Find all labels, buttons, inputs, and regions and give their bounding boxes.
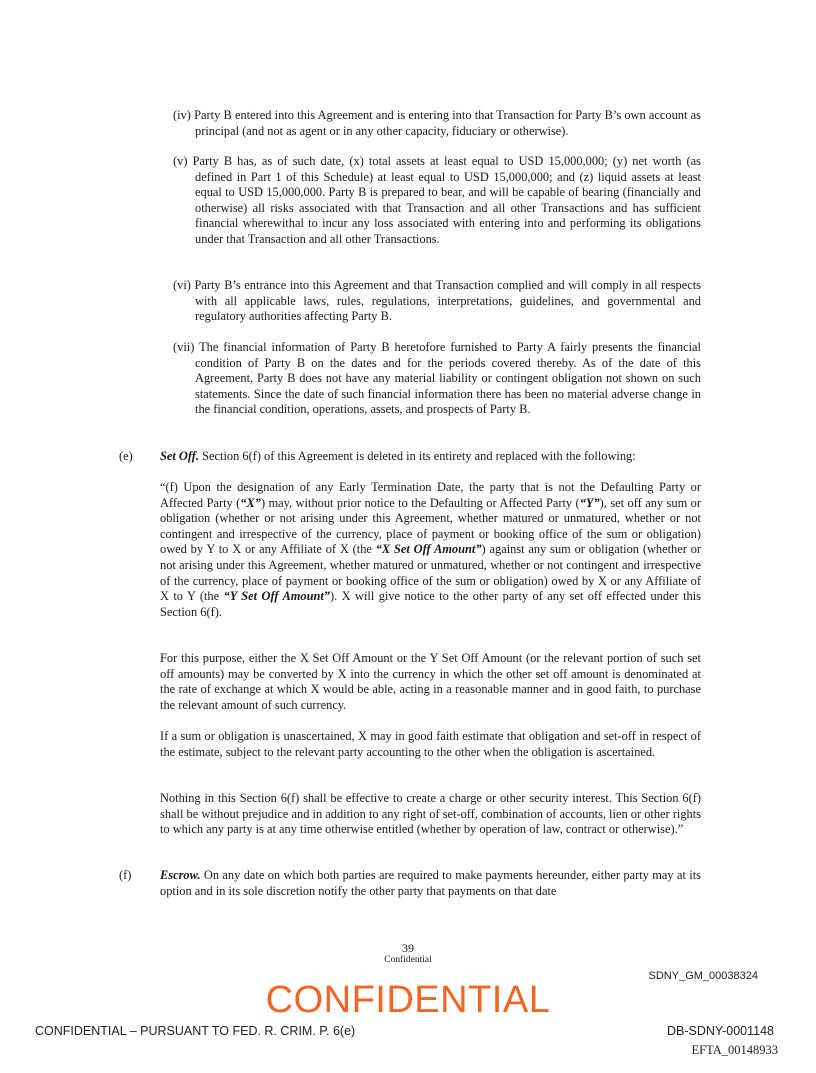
- p1-text-c: ), set off any sum or obligation (whether or not arising under this Agreement, whether matured or unmatured, whether or not contingent and irrespective of the currency, place of payment or booking office of the sum or obligation) owed by Y to X or any Affiliate of X (the: [160, 495, 701, 557]
- defined-term-x: “X”: [240, 495, 261, 510]
- defined-term-x-set-off-amount: “X Set Off Amount”: [375, 542, 482, 557]
- section-f-body: On any date on which both parties are required to make payments hereunder, either party may at its option and in its sole discretion notify the other party that payments on that date: [160, 868, 701, 898]
- clause-vii-text: The financial information of Party B heretofore furnished to Party A fairly presents the financial condition of Party B on the dates and for the periods covered thereby. As of the date of this Agreement, Party B does not have any material liability or contingent obligation not shown on such statements. Since the date of such financial information there has been no material adverse change in the financial condition, operations, assets, and prospects of Party B.: [195, 340, 701, 417]
- clause-vii: [173, 340, 701, 418]
- bates-efta: EFTA_00148933: [691, 1043, 778, 1057]
- page-number: 39: [402, 941, 414, 955]
- section-e-heading: Set Off.: [160, 449, 200, 463]
- section-f-text: [160, 868, 701, 899]
- p1-text-b: ) may, without prior notice to the Defaulting or Affected Party (: [260, 495, 580, 510]
- defined-term-y: “Y”: [579, 495, 600, 510]
- section-f-marker: (f): [119, 868, 132, 882]
- section-e-intro: [160, 449, 701, 465]
- bates-db: DB-SDNY-0001148: [666, 1024, 774, 1038]
- clause-v-label: (v): [173, 154, 188, 168]
- clause-v: [173, 154, 701, 248]
- section-e-marker: (e): [119, 449, 133, 463]
- clause-vii-label: (vii): [173, 340, 195, 354]
- clause-iv: [173, 108, 701, 139]
- clause-vi-label: (vi): [173, 278, 191, 292]
- section-e-paragraph-3: If a sum or obligation is unascertained, X may in good faith estimate that obligation and set-off in respect of the estimate, subject to the relevant party accounting to the other when the obligation is ascertained.: [160, 729, 701, 759]
- clause-iv-text: Party B entered into this Agreement and is entering into that Transaction for Party B’s own account as principal (and not as agent or in any other capacity, fiduciary or otherwise).: [194, 108, 701, 138]
- clause-v-text: Party B has, as of such date, (x) total assets at least equal to USD 15,000,000; (y) net worth (as defined in Part 1 of this Schedule) at least equal to USD 15,000,000; and (z) liquid assets at least equal to USD 15,000,000. Party B is prepared to bear, and will be capable of bearing (financially and otherwise) all risks associated with that Transaction and all other Transactions and has sufficient financial wherewithal to incur any loss associated with entering into and performing its obligations under that Transaction and all other Transactions.: [192, 154, 701, 246]
- clause-vi-text: Party B’s entrance into this Agreement and that Transaction complied and will comply in all respects with all applicable laws, rules, regulations, interpretations, guidelines, and governmental and regulatory authorities affecting Party B.: [194, 278, 701, 324]
- clause-vi: [173, 278, 701, 325]
- section-f-heading: Escrow.: [160, 868, 201, 882]
- confidential-stamp: CONFIDENTIAL: [265, 979, 551, 1021]
- clause-iv-label: (iv): [173, 108, 191, 122]
- grand-jury-legend: CONFIDENTIAL – PURSUANT TO FED. R. CRIM. P. 6(e): [35, 1024, 356, 1038]
- bates-sdny: SDNY_GM_00038324: [648, 970, 758, 982]
- defined-term-y-set-off-amount: “Y Set Off Amount”: [223, 589, 330, 604]
- section-e-paragraph-4: Nothing in this Section 6(f) shall be effective to create a charge or other security interest. This Section 6(f) shall be without prejudice and in addition to any right of set-off, combination of accounts, lien or other rights to which any party is at any time otherwise entitled (whether by operation of law, contract or otherwise).”: [160, 791, 701, 837]
- p1-text-d: ) against any sum or obligation (whether or not arising under this Agreement, whether matured or unmatured, whether or not contingent and irrespective of the currency, place of payment or booking office of the sum or obligation) owed by X or any Affiliate of X to Y (the: [160, 542, 702, 604]
- section-e-paragraph-1: [160, 480, 701, 620]
- p1-text-e: ). X will give notice to the other party of any set off effected under this Section 6(f).: [160, 589, 701, 619]
- confidential-label: Confidential: [384, 955, 432, 965]
- section-e-intro-text: Section 6(f) of this Agreement is deleted in its entirety and replaced with the following:: [202, 449, 636, 463]
- p1-text-a: “(f) Upon the designation of any Early Termination Date, the party that is not the Defaulting Party or Affected Party (: [160, 480, 701, 510]
- section-e-paragraph-2: For this purpose, either the X Set Off Amount or the Y Set Off Amount (or the relevant portion of such set off amounts) may be converted by X into the currency in which the other set off amount is denominated at the rate of exchange at which X would be able, acting in a reasonable manner and in good faith, to purchase the relevant amount of such currency.: [160, 651, 701, 712]
